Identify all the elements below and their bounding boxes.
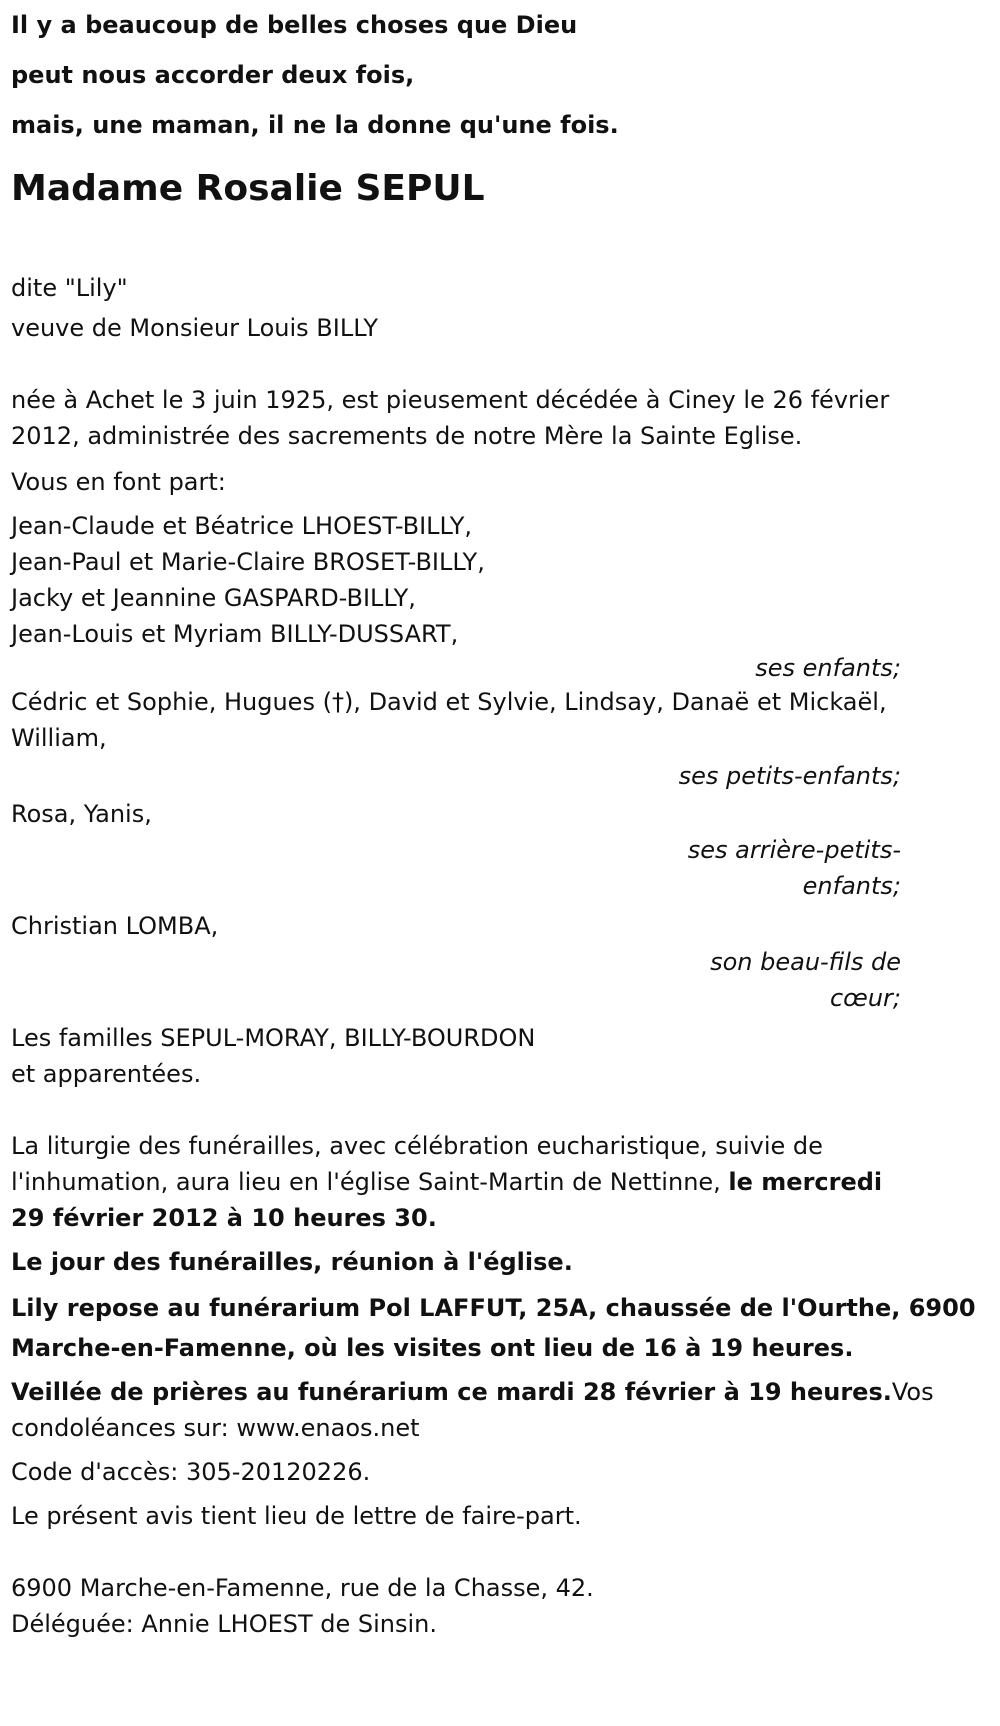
children-label: ses enfants; [755,654,901,682]
obituary-notice [11,0,976,1642]
vigil-tail: Vos [891,1378,934,1406]
delegate: Déléguée: Annie LHOEST de Sinsin. [11,1610,438,1638]
address: 6900 Marche-en-Famenne, rue de la Chasse, 42. [11,1574,594,1602]
liturgy-line: l'inhumation, aura lieu en l'église Saint-Martin de Nettinne, [11,1168,729,1196]
quote-line: Il y a beaucoup de belles choses que Dieu [11,11,578,39]
great-grandchildren: Rosa, Yanis, [11,800,152,828]
liturgy-date: le mercredi [728,1168,883,1196]
list-item: Jean-Paul et Marie-Claire BROSET-BILLY, [11,548,485,576]
grandchildren-line: William, [11,724,107,752]
stepson: Christian LOMBA, [11,912,219,940]
children-list [11,508,901,652]
grandchildren-label: ses petits-enfants; [678,762,901,790]
quote-line: peut nous accorder deux fois, [11,61,415,89]
liturgy-date: 29 février 2012 à 10 heures 30. [11,1204,437,1232]
page-title: Madame Rosalie SEPUL [11,168,485,209]
funerarium-line: Lily repose au funérarium Pol LAFFUT, 25A, chaussée de l'Ourthe, 6900 [11,1294,976,1322]
condolences-text: condoléances sur: www.enaos.net [11,1414,420,1442]
notice-text: Le présent avis tient lieu de lettre de faire-part. [11,1502,582,1530]
quote-line: mais, une maman, il ne la donne qu'une fois. [11,111,619,139]
list-item: Jacky et Jeannine GASPARD-BILLY, [11,584,416,612]
nickname: dite "Lily" [11,274,128,302]
funerarium-line: Marche-en-Famenne, où les visites ont lieu de 16 à 19 heures. [11,1334,854,1362]
families-line: Les familles SEPUL-MORAY, BILLY-BOURDON [11,1024,536,1052]
liturgy-line: La liturgie des funérailles, avec célébration eucharistique, suivie de [11,1132,823,1160]
widow-of: veuve de Monsieur Louis BILLY [11,314,379,342]
families-line: et apparentées. [11,1060,202,1088]
great-grandchildren-label: enfants; [802,872,901,900]
list-item: Jean-Louis et Myriam BILLY-DUSSART, [11,620,459,648]
liturgy-paragraph [11,1128,901,1236]
opening-quote [11,0,901,150]
stepson-label: son beau-fils de [710,948,901,976]
announce-text: Vous en font part: [11,468,226,496]
great-grandchildren-label: ses arrière-petits- [687,836,901,864]
list-item: Jean-Claude et Béatrice LHOEST-BILLY, [11,512,473,540]
access-code: Code d'accès: 305-20120226. [11,1458,371,1486]
stepson-label: cœur; [829,984,901,1012]
birth-death-text: née à Achet le 3 juin 1925, est pieusement décédée à Ciney le 26 février 2012, administrée des sacrements de notre Mère la Sainte Eglise. [11,386,890,450]
vigil-text: Veillée de prières au funérarium ce mardi 28 février à 19 heures. [11,1378,892,1406]
grandchildren-line: Cédric et Sophie, Hugues (†), David et Sylvie, Lindsay, Danaë et Mickaël, [11,688,887,716]
meeting-text: Le jour des funérailles, réunion à l'église. [11,1248,573,1276]
